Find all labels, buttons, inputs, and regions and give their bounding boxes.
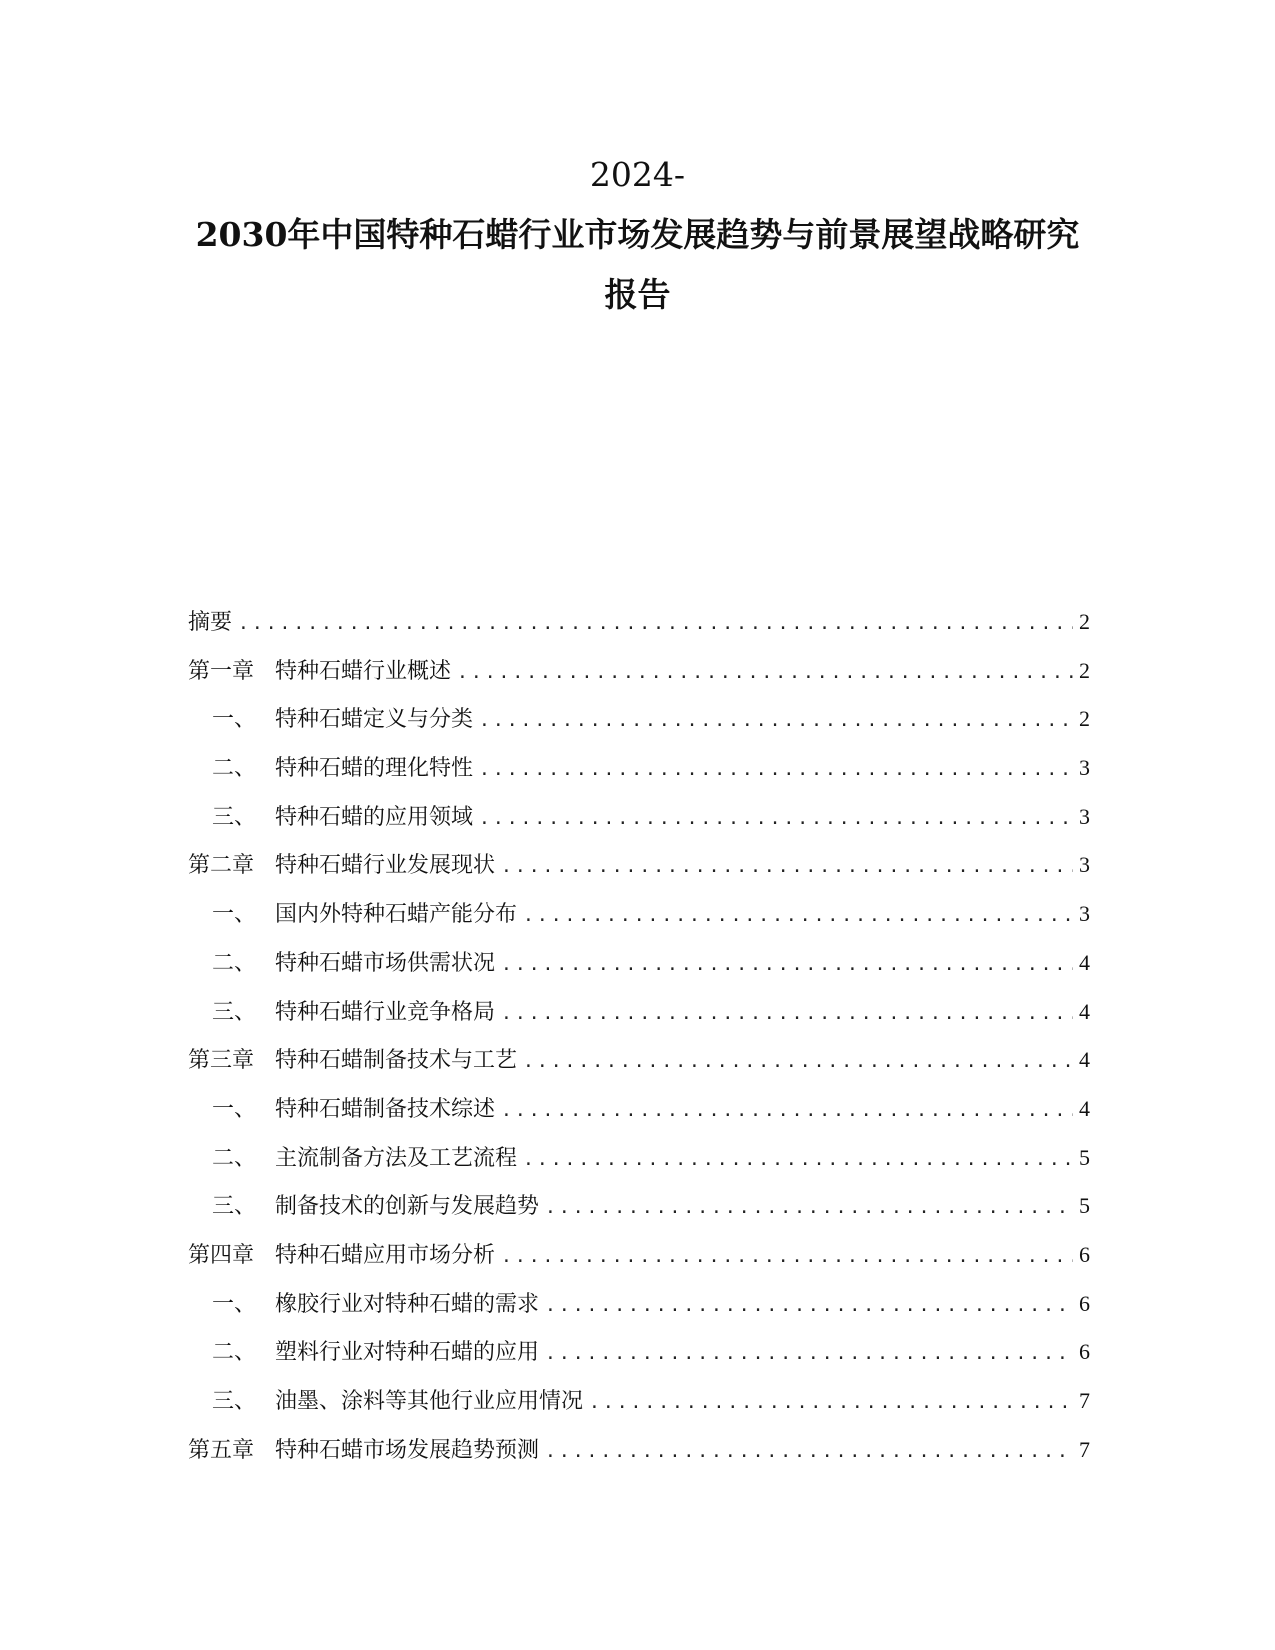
toc-entry-prefix: 二、: [212, 950, 257, 976]
document-title: [0, 145, 1275, 325]
toc-entry-page-number: 4: [1079, 1095, 1090, 1121]
toc-entry[interactable]: [188, 1426, 1090, 1475]
toc-dot-leader: [479, 697, 1073, 746]
toc-dot-leader: [523, 1038, 1073, 1087]
toc-entry-title: 特种石蜡行业竞争格局: [275, 999, 496, 1025]
toc-entry[interactable]: [188, 1328, 1090, 1377]
toc-entry-title: 特种石蜡市场发展趋势预测: [275, 1437, 540, 1463]
toc-entry-page-number: 5: [1079, 1144, 1090, 1170]
toc-entry-prefix: 二、: [212, 1145, 257, 1171]
toc-entry[interactable]: [188, 1377, 1090, 1426]
toc-dot-leader: [501, 941, 1073, 990]
title-line-2: 2030年中国特种石蜡行业市场发展趋势与前景展望战略研究: [195, 215, 1080, 254]
toc-entry-prefix: 一、: [212, 707, 257, 733]
toc-dot-leader: [501, 1087, 1073, 1136]
toc-entry-title: 特种石蜡行业概述: [275, 658, 452, 684]
toc-entry[interactable]: [188, 793, 1090, 842]
toc-entry-prefix: 二、: [212, 1340, 257, 1366]
toc-entry-title: 特种石蜡的应用领域: [275, 804, 474, 830]
toc-entry-prefix: 第五章: [188, 1437, 255, 1463]
toc-dot-leader: [545, 1184, 1073, 1233]
toc-entry-title: 橡胶行业对特种石蜡的需求: [275, 1291, 540, 1317]
toc-entry-prefix: 三、: [212, 804, 257, 830]
toc-entry-prefix: 一、: [212, 1096, 257, 1122]
toc-entry-page-number: 3: [1079, 901, 1090, 927]
toc-entry-title: 特种石蜡定义与分类: [275, 707, 474, 733]
toc-entry[interactable]: [188, 939, 1090, 988]
toc-entry-prefix: 三、: [212, 1194, 257, 1220]
toc-entry[interactable]: [188, 1182, 1090, 1231]
toc-entry[interactable]: [188, 1231, 1090, 1280]
toc-dot-leader: [238, 600, 1073, 649]
toc-dot-leader: [457, 649, 1073, 698]
toc-dot-leader: [501, 990, 1073, 1039]
toc-dot-leader: [523, 1136, 1073, 1185]
toc-entry-prefix: 第二章: [188, 853, 255, 879]
toc-dot-leader: [545, 1428, 1073, 1477]
toc-entry-prefix: 二、: [212, 756, 257, 782]
toc-entry-page-number: 3: [1079, 852, 1090, 878]
toc-entry-page-number: 3: [1079, 803, 1090, 829]
toc-entry-title: 国内外特种石蜡产能分布: [275, 902, 518, 928]
toc-entry-page-number: 7: [1079, 1388, 1090, 1413]
title-line-3: 报告: [604, 275, 671, 314]
toc-entry-prefix: 三、: [212, 1389, 257, 1414]
toc-entry-page-number: 4: [1079, 998, 1090, 1024]
toc-entry[interactable]: [188, 1085, 1090, 1134]
toc-entry-page-number: 2: [1079, 609, 1090, 634]
toc-entry-page-number: 6: [1079, 1290, 1090, 1316]
toc-entry-prefix: 第四章: [188, 1242, 255, 1268]
toc-entry-prefix: 三、: [212, 999, 257, 1025]
toc-entry[interactable]: [188, 1134, 1090, 1183]
toc-entry-prefix: 一、: [212, 902, 257, 928]
toc-entry[interactable]: [188, 744, 1090, 793]
toc-entry[interactable]: [188, 598, 1090, 647]
toc-entry-prefix: 一、: [212, 1291, 257, 1317]
toc-entry-page-number: 6: [1079, 1339, 1090, 1365]
toc-entry-page-number: 2: [1079, 657, 1090, 683]
toc-entry-title: 特种石蜡行业发展现状: [275, 853, 496, 879]
toc-entry-title: 特种石蜡市场供需状况: [275, 950, 496, 976]
toc-entry-prefix: 第三章: [188, 1048, 255, 1074]
toc-entry[interactable]: [188, 1280, 1090, 1329]
toc-entry-prefix: 第一章: [188, 658, 255, 684]
toc-dot-leader: [589, 1379, 1073, 1428]
toc-entry-page-number: 4: [1079, 1047, 1090, 1073]
toc-entry-title: 主流制备方法及工艺流程: [275, 1145, 518, 1171]
toc-entry-title: 油墨、涂料等其他行业应用情况: [275, 1389, 584, 1414]
toc-dot-leader: [501, 843, 1073, 892]
toc-entry-page-number: 7: [1079, 1436, 1090, 1462]
toc-dot-leader: [479, 746, 1073, 795]
toc-entry[interactable]: [188, 695, 1090, 744]
table-of-contents: [188, 598, 1090, 1474]
toc-entry-title: 制备技术的创新与发展趋势: [275, 1194, 540, 1220]
toc-entry-title: 特种石蜡的理化特性: [275, 756, 474, 782]
toc-entry-title: 摘要: [188, 610, 233, 635]
toc-dot-leader: [479, 795, 1073, 844]
toc-entry-page-number: 5: [1079, 1193, 1090, 1219]
toc-dot-leader: [501, 1233, 1073, 1282]
toc-entry-title: 特种石蜡制备技术与工艺: [275, 1048, 518, 1074]
toc-entry-page-number: 4: [1079, 949, 1090, 975]
toc-dot-leader: [545, 1330, 1073, 1379]
toc-entry-page-number: 2: [1079, 706, 1090, 732]
toc-entry-title: 特种石蜡制备技术综述: [275, 1096, 496, 1122]
toc-entry[interactable]: [188, 988, 1090, 1037]
title-line-1: 2024-: [589, 155, 686, 194]
toc-entry-title: 特种石蜡应用市场分析: [275, 1242, 496, 1268]
toc-entry[interactable]: [188, 841, 1090, 890]
toc-entry[interactable]: [188, 647, 1090, 696]
toc-dot-leader: [523, 892, 1073, 941]
toc-dot-leader: [545, 1282, 1073, 1331]
toc-entry-title: 塑料行业对特种石蜡的应用: [275, 1340, 540, 1366]
toc-entry[interactable]: [188, 1036, 1090, 1085]
toc-entry[interactable]: [188, 890, 1090, 939]
toc-entry-page-number: 3: [1079, 755, 1090, 781]
toc-entry-page-number: 6: [1079, 1241, 1090, 1267]
